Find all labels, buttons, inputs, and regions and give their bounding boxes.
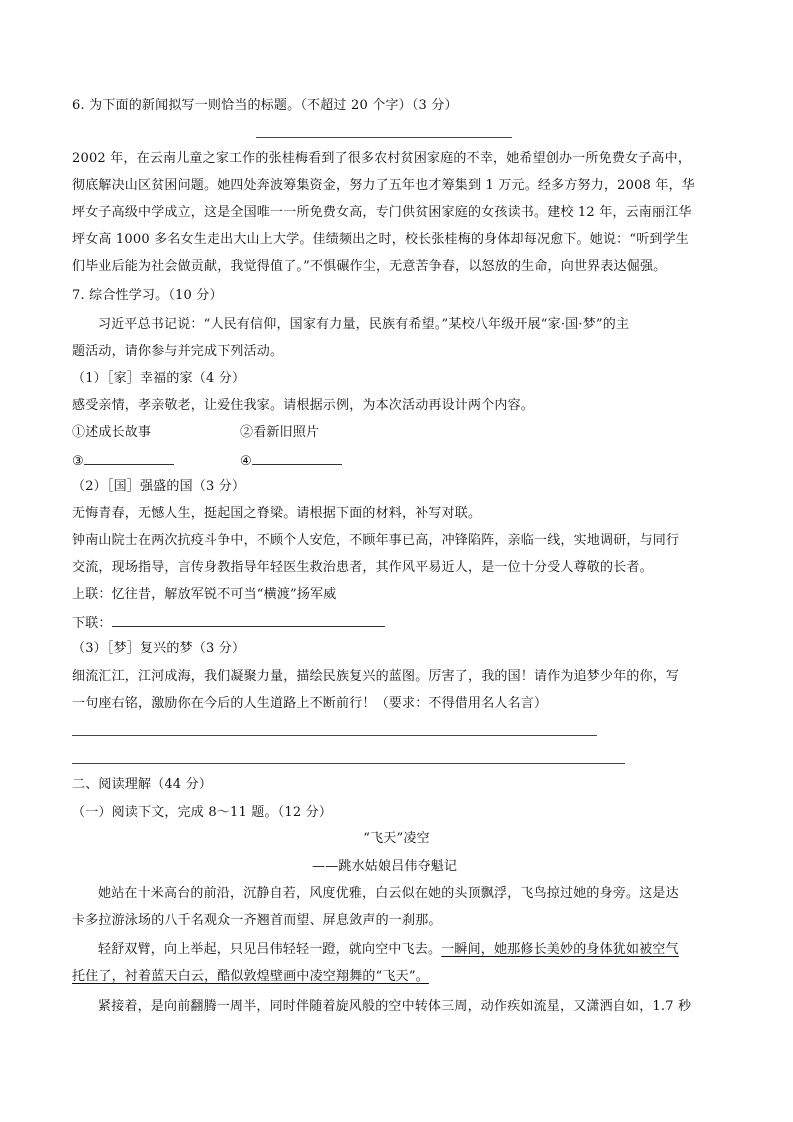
q6-news-line-2: 彻底解决山区贫困问题。她四处奔波筹集资金，努力了五年也才筹集到 1 万元。经多方努力，2008 年，华 [72, 178, 695, 193]
q7-part1-item-3-label: ③ [72, 454, 84, 469]
q7-part2-material-1: 钟南山院士在两次抗疫斗争中，不顾个人安危，不顾年事已高，冲锋陷阵，亲临一线，实地调研，与同行 [72, 533, 680, 548]
q6-news-line-1: 2002 年，在云南儿童之家工作的张桂梅看到了很多农村贫困家庭的不幸，她希望创办一所免费女子高中， [72, 151, 692, 166]
q6-news-line-4: 坪女高 1000 多名女生走出大山上大学。佳绩频出之时，校长张桂梅的身体却每况愈下。她说：“听到学生 [72, 232, 689, 247]
q7-part2-upper-couplet: 上联：忆往昔，解放军锐不可当“横渡”扬军威 [72, 587, 337, 602]
q7-part2-text: 无悔青春，无憾人生，挺起国之脊梁。请根据下面的材料，补写对联。 [72, 506, 482, 521]
q7-part1-item-3 [72, 450, 174, 472]
q7-part3-title: （3）［梦］复兴的梦（3 分） [72, 641, 246, 656]
q7-part1-item-4-blank[interactable] [252, 450, 342, 465]
section2-subheading: （一）阅读下文，完成 8～11 题。（12 分） [72, 805, 333, 820]
q7-heading: 7. 综合性学习。（10 分） [72, 288, 223, 303]
q7-part1-text: 感受亲情，孝亲敬老，让爱住我家。请根据示例，为本次活动再设计两个内容。 [72, 398, 535, 413]
q7-part1-item-4-label: ④ [240, 454, 252, 469]
q7-part1-item-1: ①述成长故事 [72, 425, 152, 440]
article-title: “飞天”凌空 [363, 831, 430, 846]
q7-intro-line-1: 习近平总书记说：“人民有信仰，国家有力量，民族有希望。”某校八年级开展“家·国·梦”的主 [98, 317, 630, 332]
article-p2-line-1 [98, 940, 679, 960]
q7-part1-item-4 [240, 450, 342, 472]
q7-part3-answer-line-1[interactable] [72, 735, 597, 736]
q7-part1-item-3-blank[interactable] [84, 450, 174, 465]
q7-intro-line-2: 题活动，请你参与并完成下列活动。 [72, 344, 284, 359]
q7-part3-answer-line-2[interactable] [72, 763, 625, 764]
article-p3-line-1: 紧接着，是向前翻腾一周半，同时伴随着旋风般的空中转体三周，动作疾如流星，又潇洒自如，1.7 秒 [98, 999, 692, 1014]
q6-answer-line[interactable] [256, 137, 512, 138]
q7-part2-lower-couplet [72, 612, 385, 634]
section2-heading: 二、阅读理解（44 分） [72, 777, 213, 792]
q7-part3-text-1: 细流汇江，江河成海，我们凝聚力量，描绘民族复兴的蓝图。厉害了，我的国！请作为追梦少年的你，写 [72, 669, 680, 684]
article-p2-lead: 轻舒双臂，向上举起，只见吕伟轻轻一蹬，就向空中飞去。 [98, 942, 442, 957]
q7-part2-title: （2）［国］强盛的国（3 分） [72, 479, 246, 494]
article-p1-line-2: 卡多拉游泳场的八千名观众一齐翘首而望、屏息敛声的一刹那。 [72, 913, 442, 928]
article-p2-line-2 [72, 967, 429, 987]
article-p2-underlined-2: 托住了，衬着蓝天白云，酷似敦煌壁画中凌空翔舞的“飞天”。 [72, 969, 429, 984]
q7-part3-text-2: 一句座右铭，激励你在今后的人生道路上不断前行！（要求：不得借用名人名言） [72, 696, 548, 711]
q7-part2-lower-label: 下联： [72, 616, 112, 631]
article-p2-underlined-1: 一瞬间，她那修长美妙的身体犹如被空气 [441, 942, 679, 957]
q7-part2-lower-blank[interactable] [112, 612, 385, 627]
article-subtitle: ——跳水姑娘吕伟夺魁记 [312, 859, 458, 874]
q6-prompt: 6. 为下面的新闻拟写一则恰当的标题。（不超过 20 个字）（3 分） [72, 98, 458, 113]
q7-part2-material-2: 交流，现场指导，言传身教指导年轻医生救治患者，其作风平易近人，是一位十分受人尊敬的长者。 [72, 560, 653, 575]
q6-news-line-3: 坪女子高级中学成立，这是全国唯一一所免费女高，专门供贫困家庭的女孩读书。建校 12 年，云南丽江华 [72, 205, 692, 220]
article-p1-line-1: 她站在十米高台的前沿，沉静自若，风度优雅，白云似在她的头顶飘浮，飞鸟掠过她的身旁。这是达 [98, 886, 679, 901]
q7-part1-item-2: ②看新旧照片 [240, 425, 320, 440]
q7-part1-title: （1）［家］幸福的家（4 分） [72, 371, 246, 386]
q6-news-line-5: 们毕业后能为社会做贡献，我觉得值了。”不惧碾作尘，无意苦争春，以怒放的生命，向世界表达倔强。 [72, 259, 667, 274]
